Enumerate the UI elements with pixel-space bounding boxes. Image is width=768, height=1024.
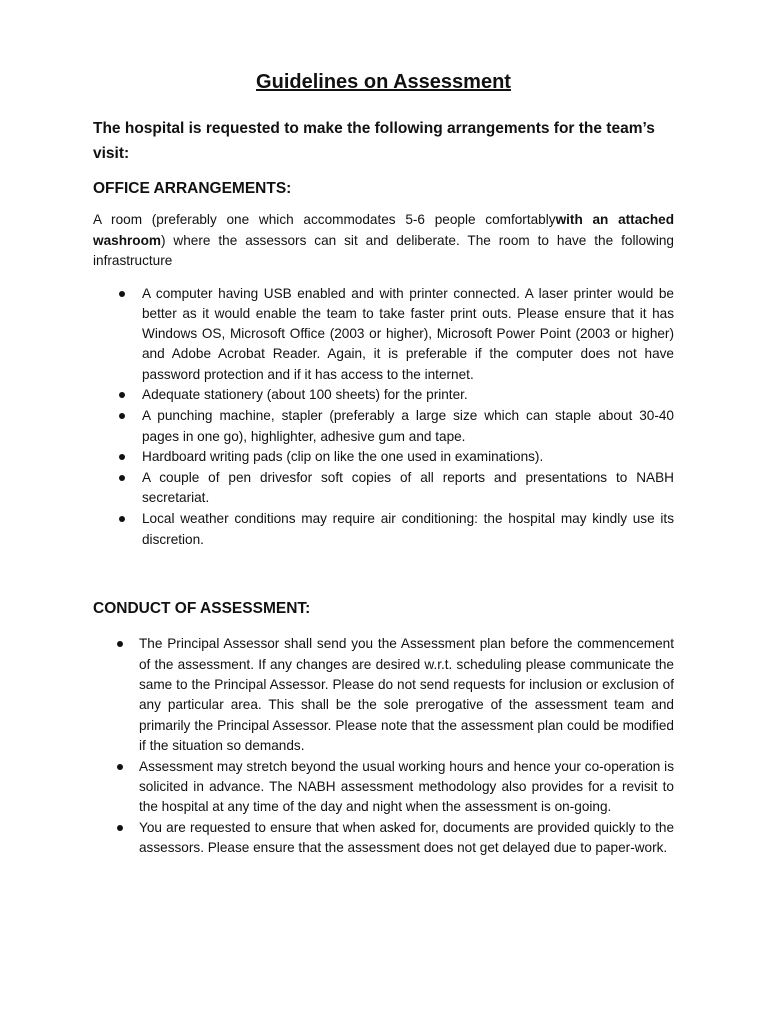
- bullet-icon: [119, 291, 125, 297]
- conduct-of-assessment-heading: CONDUCT OF ASSESSMENT:: [93, 600, 311, 618]
- list-item-text: The Principal Assessor shall send you the Assessment plan before the commencement of the assessment. If any changes are desired w.r.t. scheduling please communicate the same to the Principal Assessor. Please do not send requests for inclusion or exclusion of any particular area. This shall be the sole prerogative of the assessment team and primarily the Principal Assessor. Please note that the assessment plan could be modified if the situation so demands.: [139, 636, 674, 753]
- list-item-text: Adequate stationery (about 100 sheets) for the printer.: [142, 387, 468, 403]
- bullet-icon: [117, 764, 123, 770]
- list-item-text: A punching machine, stapler (preferably a large size which can staple about 30-40 pages in one go), highlighter, adhesive gum and tape.: [142, 408, 674, 444]
- list-item: [93, 385, 674, 405]
- bullet-icon: [117, 641, 123, 647]
- list-item: [93, 818, 674, 859]
- bullet-icon: [117, 825, 123, 831]
- bullet-icon: [119, 475, 125, 481]
- bullet-icon: [119, 454, 125, 460]
- office-arrangements-heading: OFFICE ARRANGEMENTS:: [93, 180, 292, 197]
- conduct-of-assessment-list: [93, 634, 674, 858]
- bullet-icon: [119, 516, 125, 522]
- list-item: [93, 284, 674, 385]
- list-item: [93, 757, 674, 818]
- list-item: [93, 406, 674, 447]
- list-item: [93, 509, 674, 550]
- list-item-text: Hardboard writing pads (clip on like the one used in examinations).: [142, 449, 544, 465]
- list-item: [93, 447, 674, 467]
- list-item: [93, 634, 674, 756]
- section-spacer: [93, 550, 674, 598]
- list-item: [93, 468, 674, 509]
- list-item-text: Assessment may stretch beyond the usual working hours and hence your co-operation is solicited in advance. The NABH assessment methodology also provides for a revisit to the hospital at any time of the day and night when the assessment is on-going.: [139, 758, 674, 815]
- list-item-text: A couple of pen drivesfor soft copies of all reports and presentations to NABH secretariat.: [142, 470, 674, 506]
- office-arrangements-paragraph: [93, 210, 674, 272]
- list-item-text: Local weather conditions may require air conditioning: the hospital may kindly use its discretion.: [142, 511, 674, 547]
- office-arrangements-list: [93, 284, 674, 550]
- bullet-icon: [119, 392, 125, 398]
- list-item-text: A computer having USB enabled and with printer connected. A laser printer would be better as it would enable the team to take faster print outs. Please ensure that it has Windows OS, Microsoft Office (2003 or higher), Microsoft Power Point (2003 or higher) and Adobe Acrobat Reader. Again, it is preferable if the computer does not have password protection and if it has access to the internet.: [142, 285, 674, 382]
- paragraph-text-end: ) where the assessors can sit and deliberate. The room to have the following infrastructure: [93, 232, 674, 268]
- bullet-icon: [119, 413, 125, 419]
- paragraph-bold-text: with an attached washroom: [93, 212, 674, 248]
- intro-text: The hospital is requested to make the following arrangements for the team’s visit:: [93, 120, 655, 162]
- page-title: Guidelines on Assessment: [256, 71, 511, 93]
- paragraph-text-start: A room (preferably one which accommodates 5-6 people comfortably: [93, 212, 556, 227]
- list-item-text: You are requested to ensure that when asked for, documents are provided quickly to the assessors. Please ensure that the assessment does not get delayed due to paper-work.: [139, 820, 674, 856]
